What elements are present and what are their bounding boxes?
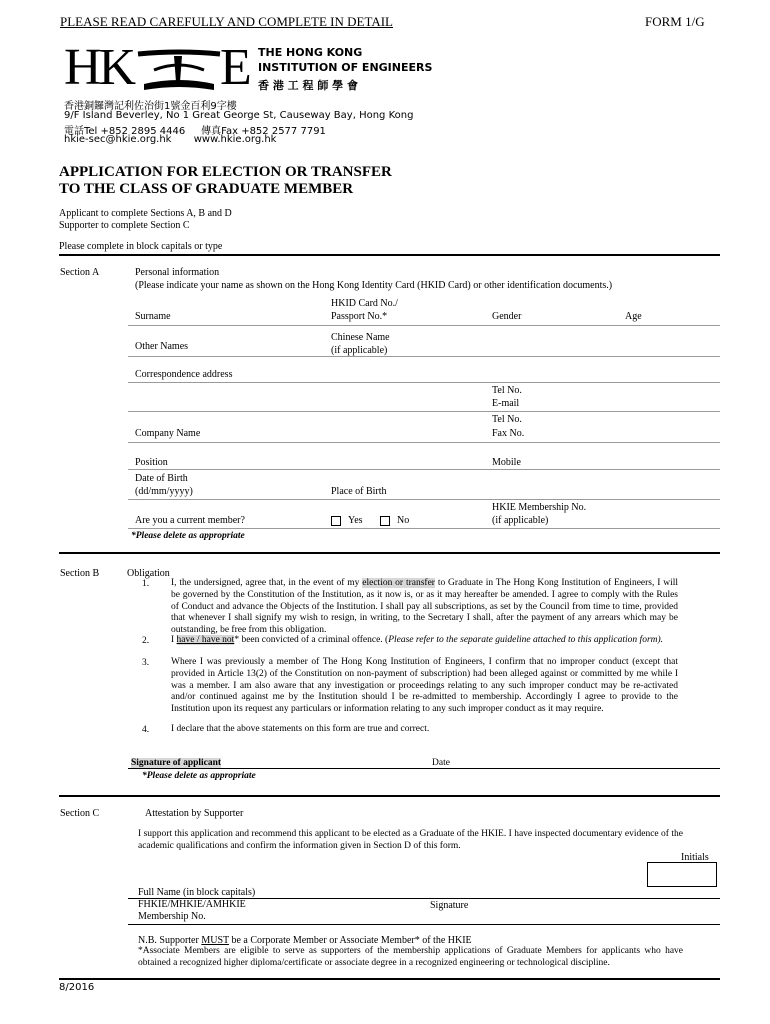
dob-field-line[interactable]: [128, 499, 720, 500]
email-label: E-mail: [492, 398, 520, 409]
address-chinese: 香港銅鑼灣記利佐治街1號金百利9字樓: [64, 101, 237, 112]
form-title-line1: APPLICATION FOR ELECTION OR TRANSFER: [59, 164, 392, 180]
logo-letters-hk: HK: [64, 39, 134, 96]
supporter-signature-line[interactable]: [128, 924, 720, 925]
chinese-name-label-line1: Chinese Name: [331, 332, 390, 343]
section-a-heading: Personal information: [135, 267, 220, 278]
supporter-requirement-note: N.B. Supporter MUST be a Corporate Member or Associate Member* of the HKIE: [138, 935, 472, 946]
org-name-chinese: 香 港 工 程 師 學 會: [258, 79, 358, 92]
associate-member-note: *Associate Members are eligible to serve as supporters of the membership applications of Graduate Members for applicants who have obtained a recognized higher diploma/certificate or associate degree in a recognized engineering or technological discipline.: [138, 946, 683, 968]
instruction-applicant: Applicant to complete Sections A, B and D: [59, 208, 232, 219]
divider-section-c: [59, 795, 720, 797]
section-c-heading: Attestation by Supporter: [145, 808, 244, 819]
obligation-4-text: I declare that the above statements on this form are true and correct.: [171, 724, 430, 734]
obligation-1-text: I, the undersigned, agree that, in the event of my election or transfer to Graduate in The Hong Kong Institution of Engineers, I will be governed by the Constitution of the Institution, as it now is, or as it may hereafter be amended. I agree to comply with the Rules of Conduct and advance the Objects of the Institution. I shall pay all subscriptions, as set by the Council from time to time, provided that whenever I shall signify my wish to resign, in writing, to the Secretary I shall, after the payment of any arrears which may be outstanding, be free from this obligation.: [171, 578, 679, 636]
hkid-label-line2: Passport No.*: [331, 311, 388, 322]
membership-label-line1: HKIE Membership No.: [492, 502, 587, 513]
no-label: No: [397, 515, 410, 526]
initials-box[interactable]: [647, 862, 717, 887]
have-not-highlight: have / have not: [176, 635, 235, 645]
contact-phone-fax: 電話Tel +852 2895 4446 傳真Fax +852 2577 7791: [64, 126, 326, 137]
supporter-statement: I support this application and recommend this applicant to be elected as a Graduate of the HKIE. I have inspected documentary evidence of the academic qualifications and confirm the information given in Section D of this form.: [138, 829, 683, 851]
no-checkbox[interactable]: [380, 516, 390, 526]
gender-label: Gender: [492, 311, 522, 322]
header-notice: PLEASE READ CAREFULLY AND COMPLETE IN DETAIL: [60, 14, 393, 29]
logo-letter-e: E: [220, 39, 252, 96]
section-a-delete-note: *Please delete as appropriate: [131, 531, 245, 541]
position-label: Position: [135, 457, 168, 468]
correspondence-address-label: Correspondence address: [135, 369, 233, 380]
obligation-3-number: 3.: [142, 658, 150, 668]
position-field-line[interactable]: [128, 469, 720, 470]
chinese-name-label-line2: (if applicable): [331, 345, 388, 356]
obligation-2-text: I have / have not* been convicted of a criminal offence. (Please refer to the separate guideline attached to this application form).: [171, 635, 664, 645]
obligation-3-text: Where I was previously a member of The Hong Kong Institution of Engineers, I confirm that no improper conduct (except that provided in Article 13(2) of the Constitution on non-payment of subscription) had been alleged against or committed by me while I was a member. I am also aware that any investigation or proceedings relating to any such improper conduct may be re-activated and/or continued against me by the Institution should I be re-admitted to membership. Accordingly I agree to provide to the Institution upon its request any particulars or information relating to any such improper conduct as it may require.: [171, 657, 678, 715]
address-field-line1[interactable]: [128, 382, 720, 383]
org-name-line1: THE HONG KONG: [258, 46, 363, 59]
company-name-label: Company Name: [135, 428, 201, 439]
logo-gear-emblem: [134, 48, 224, 94]
org-name-line2: INSTITUTION OF ENGINEERS: [258, 61, 433, 74]
dob-label-line2: (dd/mm/yyyy): [135, 486, 193, 497]
tel-label: Tel No.: [492, 385, 522, 396]
applicant-signature-line[interactable]: [128, 768, 720, 769]
instruction-block-capitals: Please complete in block capitals or type: [59, 241, 223, 252]
form-title-line2: TO THE CLASS OF GRADUATE MEMBER: [59, 181, 354, 197]
other-names-label: Other Names: [135, 341, 189, 352]
hkid-label-line1: HKID Card No./: [331, 298, 398, 309]
other-names-field-line[interactable]: [128, 356, 720, 357]
section-c-label: Section C: [60, 808, 100, 819]
yes-checkbox[interactable]: [331, 516, 341, 526]
obligation-4-number: 4.: [142, 725, 150, 735]
obligation-2-number: 2.: [142, 636, 150, 646]
contact-email-web: hkie-sec@hkie.org.hk www.hkie.org.hk: [64, 134, 277, 145]
applicant-date-label: Date: [432, 758, 450, 768]
supporter-membership-line2: Membership No.: [138, 911, 206, 922]
supporter-signature-label: Signature: [430, 900, 469, 911]
supporter-membership-line1: FHKIE/MHKIE/AMHKIE: [138, 899, 246, 910]
form-version: 8/2016: [59, 982, 95, 993]
instruction-supporter: Supporter to complete Section C: [59, 220, 190, 231]
age-label: Age: [625, 311, 642, 322]
section-b-label: Section B: [60, 568, 100, 579]
section-a-note: (Please indicate your name as shown on the Hong Kong Identity Card (HKID Card) or other identification documents.): [135, 280, 613, 291]
section-a-label: Section A: [60, 267, 100, 278]
surname-label: Surname: [135, 311, 171, 322]
obligation-1-number: 1.: [142, 579, 150, 589]
membership-label-line2: (if applicable): [492, 515, 549, 526]
yes-label: Yes: [348, 515, 363, 526]
applicant-signature-label: Signature of applicant: [131, 758, 222, 768]
divider-bottom: [59, 978, 720, 980]
place-of-birth-label: Place of Birth: [331, 486, 387, 497]
current-member-question: Are you a current member?: [135, 515, 245, 526]
divider-section-b: [59, 552, 720, 554]
dob-label-line1: Date of Birth: [135, 473, 188, 484]
form-code: FORM 1/G: [645, 14, 705, 29]
tel2-label: Tel No.: [492, 414, 522, 425]
surname-field-line[interactable]: [128, 325, 720, 326]
supporter-full-name-label: Full Name (in block capitals): [138, 887, 256, 898]
section-b-delete-note: *Please delete as appropriate: [142, 771, 256, 781]
company-field-line[interactable]: [128, 442, 720, 443]
address-english: 9/F Island Beverley, No 1 Great George St, Causeway Bay, Hong Kong: [64, 110, 414, 121]
member-field-line[interactable]: [128, 528, 720, 529]
election-transfer-highlight: election or transfer: [362, 578, 435, 588]
fax-label: Fax No.: [492, 428, 525, 439]
divider-top: [59, 254, 720, 256]
initials-label: Initials: [681, 852, 709, 863]
mobile-label: Mobile: [492, 457, 521, 468]
section-b-heading: Obligation: [127, 568, 170, 579]
address-field-line2[interactable]: [128, 411, 720, 412]
